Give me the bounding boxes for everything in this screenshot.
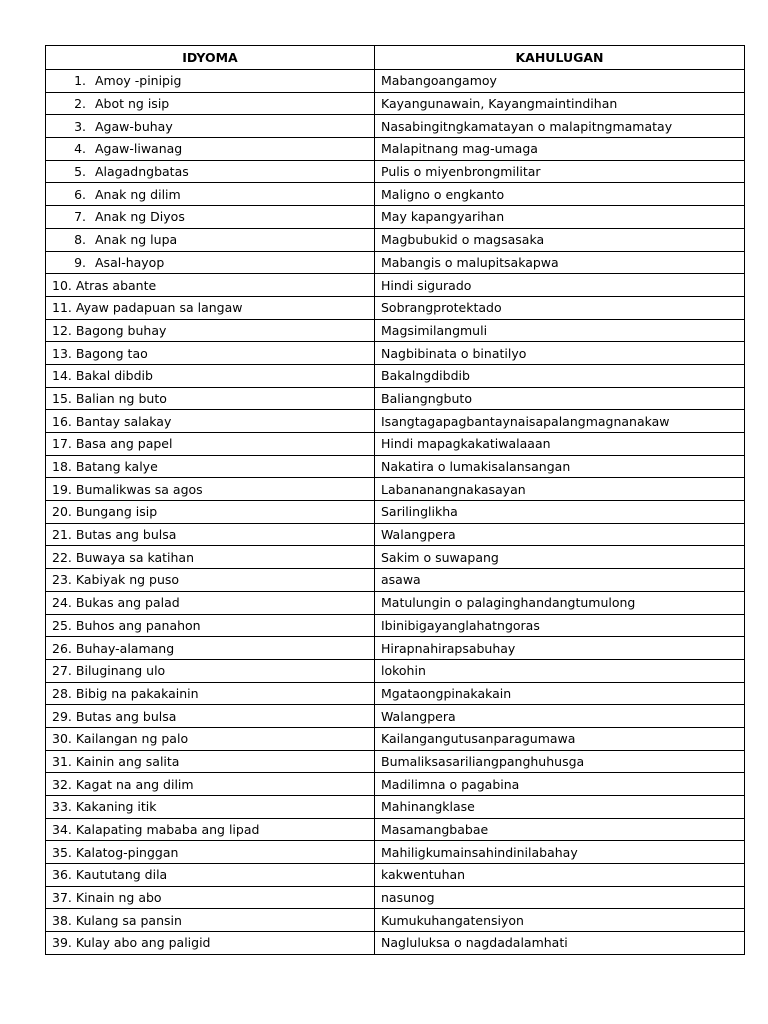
idiom-text: Butas ang bulsa (75, 708, 177, 724)
meaning-cell: Madilimna o pagabina (375, 773, 745, 796)
table-row (46, 546, 745, 569)
idiom-cell (46, 455, 375, 478)
idiom-text: Kagat na ang dilim (75, 776, 194, 792)
idiom-text: Balian ng buto (75, 390, 167, 406)
row-number: 10. (52, 277, 72, 293)
idiom-text: Alagadngbatas (95, 164, 189, 180)
meaning-cell: Mahiligkumainsahindinilabahay (375, 841, 745, 864)
table-row (46, 727, 745, 750)
idiom-text: Kalapating mababa ang lipad (75, 822, 260, 838)
table-row (46, 92, 745, 115)
row-number: 37. (52, 890, 72, 906)
table-row (46, 864, 745, 887)
meaning-cell: Maligno o engkanto (375, 183, 745, 206)
idiom-text: Kalatog-pinggan (75, 844, 179, 860)
idiom-text: Asal-hayop (95, 254, 165, 270)
idiom-text: Kailangan ng palo (75, 731, 189, 747)
idiom-cell (46, 342, 375, 365)
table-row (46, 274, 745, 297)
idiom-text: Batang kalye (75, 459, 158, 475)
table-row (46, 637, 745, 660)
idiom-cell (46, 433, 375, 456)
row-number: 22. (52, 549, 72, 565)
table-row (46, 886, 745, 909)
table-row (46, 364, 745, 387)
table-row (46, 796, 745, 819)
meaning-cell: Hindi mapagkakatiwalaaan (375, 433, 745, 456)
idiom-cell (46, 614, 375, 637)
row-number: 32. (52, 776, 72, 792)
row-number: 33. (52, 799, 72, 815)
row-number: 31. (52, 753, 72, 769)
idiom-text: Biluginang ulo (75, 663, 166, 679)
meaning-cell: Isangtagapagbantaynaisapalangmagnanakaw (375, 410, 745, 433)
idiom-text: Kabiyak ng puso (75, 572, 180, 588)
row-number: 19. (52, 481, 72, 497)
idiom-text: Ayaw padapuan sa langaw (75, 300, 243, 316)
row-number: 1. (74, 73, 86, 89)
idiom-cell (46, 206, 375, 229)
table-row (46, 659, 745, 682)
idiom-cell (46, 886, 375, 909)
idiom-cell (46, 115, 375, 138)
table-row (46, 342, 745, 365)
row-number: 7. (74, 209, 86, 225)
meaning-cell: lokohin (375, 659, 745, 682)
meaning-cell: Pulis o miyenbrongmilitar (375, 160, 745, 183)
row-number: 20. (52, 504, 72, 520)
meaning-cell: asawa (375, 569, 745, 592)
row-number: 21. (52, 527, 72, 543)
idiom-text: Atras abante (75, 277, 157, 293)
meaning-cell: Malapitnang mag-umaga (375, 138, 745, 161)
idiom-cell (46, 796, 375, 819)
row-number: 26. (52, 640, 72, 656)
meaning-cell: Matulungin o palaginghandangtumulong (375, 591, 745, 614)
meaning-cell: Baliangngbuto (375, 387, 745, 410)
idiom-column-header: IDYOMA (46, 46, 375, 70)
idiom-cell (46, 523, 375, 546)
idiom-cell (46, 319, 375, 342)
meaning-cell: Kayangunawain, Kayangmaintindihan (375, 92, 745, 115)
idiom-text: Anak ng dilim (95, 186, 181, 202)
row-number: 28. (52, 685, 72, 701)
idiom-cell (46, 727, 375, 750)
row-number: 30. (52, 731, 72, 747)
idiom-cell (46, 183, 375, 206)
idiom-text: Basa ang papel (75, 436, 173, 452)
meaning-cell: Mahinangklase (375, 796, 745, 819)
idiom-cell (46, 478, 375, 501)
row-number: 38. (52, 912, 72, 928)
idiom-text: Butas ang bulsa (75, 527, 177, 543)
row-number: 5. (74, 164, 86, 180)
idiom-table (45, 45, 745, 955)
table-row (46, 319, 745, 342)
meaning-cell: nasunog (375, 886, 745, 909)
idiom-cell (46, 659, 375, 682)
idiom-text: Kaututang dila (75, 867, 168, 883)
table-row (46, 183, 745, 206)
idiom-text: Anak ng Diyos (95, 209, 185, 225)
row-number: 34. (52, 822, 72, 838)
meaning-cell: May kapangyarihan (375, 206, 745, 229)
row-number: 11. (52, 300, 72, 316)
row-number: 8. (74, 232, 86, 248)
table-row (46, 750, 745, 773)
meaning-cell: Magbubukid o magsasaka (375, 228, 745, 251)
table-row (46, 909, 745, 932)
row-number: 17. (52, 436, 72, 452)
row-number: 13. (52, 345, 72, 361)
meaning-cell: Walangpera (375, 705, 745, 728)
table-row (46, 705, 745, 728)
meaning-cell: Kumukuhangatensiyon (375, 909, 745, 932)
row-number: 4. (74, 141, 86, 157)
row-number: 14. (52, 368, 72, 384)
table-row (46, 251, 745, 274)
meaning-cell: Nakatira o lumakisalansangan (375, 455, 745, 478)
idiom-cell (46, 682, 375, 705)
row-number: 25. (52, 617, 72, 633)
row-number: 27. (52, 663, 72, 679)
table-row (46, 614, 745, 637)
idiom-cell (46, 909, 375, 932)
table-row (46, 70, 745, 93)
table-row (46, 115, 745, 138)
idiom-cell (46, 387, 375, 410)
idiom-text: Buwaya sa katihan (75, 549, 195, 565)
idiom-cell (46, 773, 375, 796)
idiom-cell (46, 818, 375, 841)
table-row (46, 206, 745, 229)
table-row (46, 569, 745, 592)
idiom-cell (46, 569, 375, 592)
table-row (46, 773, 745, 796)
row-number: 24. (52, 595, 72, 611)
row-number: 3. (74, 118, 86, 134)
table-row (46, 932, 745, 955)
idiom-cell (46, 251, 375, 274)
row-number: 29. (52, 708, 72, 724)
idiom-text: Kinain ng abo (75, 890, 162, 906)
meaning-cell: Masamangbabae (375, 818, 745, 841)
meaning-cell: Labananangnakasayan (375, 478, 745, 501)
table-row (46, 138, 745, 161)
idiom-text: Anak ng lupa (95, 232, 178, 248)
idiom-cell (46, 364, 375, 387)
idiom-cell (46, 296, 375, 319)
idiom-cell (46, 92, 375, 115)
idiom-text: Kainin ang salita (75, 753, 180, 769)
idiom-cell (46, 160, 375, 183)
idiom-text: Kulang sa pansin (75, 912, 182, 928)
idiom-cell (46, 501, 375, 524)
table-row (46, 410, 745, 433)
idiom-cell (46, 70, 375, 93)
meaning-cell: kakwentuhan (375, 864, 745, 887)
idiom-cell (46, 138, 375, 161)
idiom-text: Agaw-liwanag (95, 141, 183, 157)
meaning-cell: Sarilinglikha (375, 501, 745, 524)
idiom-text: Buhos ang panahon (75, 617, 201, 633)
idiom-text: Bungang isip (75, 504, 158, 520)
idiom-text: Bakal dibdib (75, 368, 153, 384)
idiom-cell (46, 932, 375, 955)
table-row (46, 478, 745, 501)
idiom-text: Bukas ang palad (75, 595, 180, 611)
meaning-cell: Sakim o suwapang (375, 546, 745, 569)
meaning-cell: Mabangoangamoy (375, 70, 745, 93)
row-number: 18. (52, 459, 72, 475)
idiom-table-body (46, 70, 745, 955)
idiom-text: Abot ng isip (95, 96, 170, 112)
meaning-cell: Ibinibigayanglahatngoras (375, 614, 745, 637)
idiom-cell (46, 750, 375, 773)
table-row (46, 160, 745, 183)
row-number: 39. (52, 935, 72, 951)
idiom-text: Kulay abo ang paligid (75, 935, 211, 951)
meaning-cell: Sobrangprotektado (375, 296, 745, 319)
table-row (46, 296, 745, 319)
meaning-cell: Magsimilangmuli (375, 319, 745, 342)
meaning-cell: Nagluluksa o nagdadalamhati (375, 932, 745, 955)
idiom-text: Bibig na pakakainin (75, 685, 199, 701)
header-row (46, 46, 745, 70)
idiom-cell (46, 864, 375, 887)
idiom-text: Agaw-buhay (95, 118, 173, 134)
idiom-cell (46, 637, 375, 660)
idiom-cell (46, 228, 375, 251)
meaning-column-header: KAHULUGAN (375, 46, 745, 70)
table-row (46, 591, 745, 614)
row-number: 35. (52, 844, 72, 860)
meaning-cell: Hindi sigurado (375, 274, 745, 297)
idiom-cell (46, 546, 375, 569)
table-row (46, 682, 745, 705)
table-row (46, 841, 745, 864)
row-number: 9. (74, 254, 86, 270)
row-number: 36. (52, 867, 72, 883)
idiom-cell (46, 410, 375, 433)
idiom-cell (46, 705, 375, 728)
idiom-text: Buhay-alamang (75, 640, 175, 656)
row-number: 6. (74, 186, 86, 202)
idiom-text: Bumalikwas sa agos (75, 481, 203, 497)
meaning-cell: Nagbibinata o binatilyo (375, 342, 745, 365)
idiom-cell (46, 591, 375, 614)
meaning-cell: Mabangis o malupitsakapwa (375, 251, 745, 274)
idiom-text: Bagong tao (75, 345, 148, 361)
row-number: 16. (52, 413, 72, 429)
table-row (46, 501, 745, 524)
idiom-text: Kakaning itik (75, 799, 157, 815)
meaning-cell: Bumaliksasariliangpanghuhusga (375, 750, 745, 773)
table-row (46, 387, 745, 410)
meaning-cell: Kailangangutusanparagumawa (375, 727, 745, 750)
row-number: 15. (52, 390, 72, 406)
idiom-cell (46, 274, 375, 297)
idiom-text: Bagong buhay (75, 322, 167, 338)
meaning-cell: Walangpera (375, 523, 745, 546)
idiom-text: Amoy -pinipig (95, 73, 182, 89)
row-number: 12. (52, 322, 72, 338)
table-row (46, 818, 745, 841)
meaning-cell: Nasabingitngkamatayan o malapitngmamatay (375, 115, 745, 138)
table-row (46, 228, 745, 251)
table-row (46, 455, 745, 478)
idiom-text: Bantay salakay (75, 413, 172, 429)
row-number: 23. (52, 572, 72, 588)
meaning-cell: Hirapnahirapsabuhay (375, 637, 745, 660)
meaning-cell: Mgataongpinakakain (375, 682, 745, 705)
table-row (46, 433, 745, 456)
meaning-cell: Bakalngdibdib (375, 364, 745, 387)
table-row (46, 523, 745, 546)
idiom-cell (46, 841, 375, 864)
row-number: 2. (74, 96, 86, 112)
